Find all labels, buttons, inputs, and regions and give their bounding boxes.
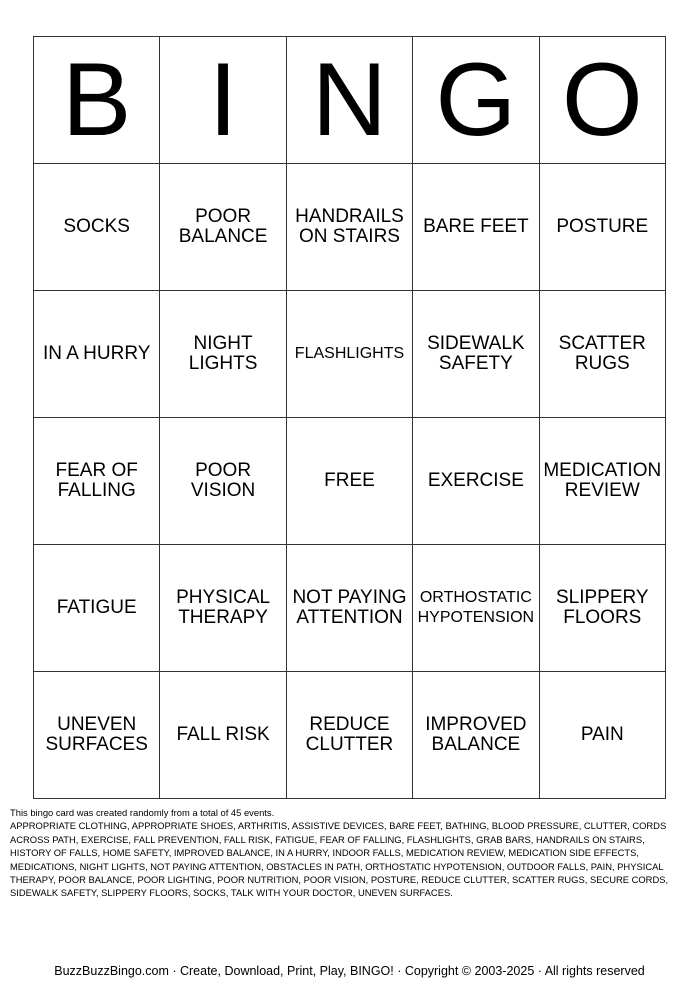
cell-line: IMPROVED xyxy=(425,714,527,735)
bingo-cell xyxy=(34,418,160,545)
cell-line: SURFACES xyxy=(45,734,148,755)
bingo-cell xyxy=(286,672,412,799)
header-letter-b: B xyxy=(34,37,160,164)
cell-line: EXERCISE xyxy=(427,470,524,491)
cell-line: POOR xyxy=(195,460,252,481)
cell-line: IN A HURRY xyxy=(43,343,151,364)
cell-line: RUGS xyxy=(574,353,630,374)
cell-line: ON STAIRS xyxy=(298,226,400,247)
cell-line: SCATTER xyxy=(558,333,646,354)
bingo-cell xyxy=(539,291,665,418)
header-row xyxy=(34,37,666,164)
cell-line: SAFETY xyxy=(438,353,513,374)
header-letter-g: G xyxy=(413,37,539,164)
cell-line: NOT PAYING xyxy=(292,587,407,608)
cell-line: FALL RISK xyxy=(176,724,270,745)
cell-line: REDUCE xyxy=(309,714,390,735)
cell-line: SOCKS xyxy=(63,216,130,237)
cell-line: PAIN xyxy=(580,724,624,745)
free-cell xyxy=(286,418,412,545)
cell-line: NIGHT xyxy=(193,333,253,354)
header-letter-n: N xyxy=(286,37,412,164)
grid-row xyxy=(34,164,666,291)
bingo-card xyxy=(33,36,666,799)
bingo-cell xyxy=(286,545,412,672)
bingo-cell xyxy=(160,418,286,545)
cell-line: ATTENTION xyxy=(296,607,403,628)
cell-line: BARE FEET xyxy=(423,216,529,237)
bingo-cell xyxy=(286,164,412,291)
cell-line: FLASHLIGHTS xyxy=(294,345,405,362)
bingo-cell xyxy=(539,545,665,672)
cell-line: FATIGUE xyxy=(56,597,137,618)
bingo-cell xyxy=(413,418,539,545)
bingo-cell xyxy=(539,418,665,545)
cell-line: PHYSICAL xyxy=(176,587,271,608)
grid-row xyxy=(34,291,666,418)
header-letter-i: I xyxy=(160,37,286,164)
footer-text: BuzzBuzzBingo.com · Create, Download, Print, Play, BINGO! · Copyright © 2003-2025 · All rights reserved xyxy=(54,964,645,978)
cell-line: SLIPPERY xyxy=(555,587,649,608)
cell-line: ORTHOSTATIC xyxy=(419,589,532,606)
cell-line: SIDEWALK xyxy=(427,333,525,354)
bingo-cell xyxy=(539,672,665,799)
cell-line: BALANCE xyxy=(431,734,521,755)
info-intro: This bingo card was created randomly from a total of 45 events. xyxy=(10,807,275,818)
bingo-cell xyxy=(160,545,286,672)
cell-line: POOR xyxy=(195,206,252,227)
grid-row xyxy=(34,545,666,672)
cell-line: VISION xyxy=(190,480,256,501)
grid-row xyxy=(34,418,666,545)
event-info xyxy=(10,806,682,900)
bingo-cell xyxy=(413,672,539,799)
cell-line: MEDICATION xyxy=(543,460,662,481)
bingo-cell xyxy=(160,164,286,291)
cell-line: BALANCE xyxy=(178,226,268,247)
cell-line: UNEVEN xyxy=(57,714,137,735)
bingo-cell xyxy=(539,164,665,291)
bingo-cell xyxy=(286,291,412,418)
cell-line: LIGHTS xyxy=(188,353,258,374)
cell-line: FALLING xyxy=(57,480,136,501)
cell-line: CLUTTER xyxy=(305,734,394,755)
cell-line: FEAR OF xyxy=(55,460,138,481)
cell-line: POSTURE xyxy=(556,216,649,237)
cell-line: FLOORS xyxy=(563,607,642,628)
bingo-cell xyxy=(34,164,160,291)
grid-row xyxy=(34,672,666,799)
bingo-cell xyxy=(34,672,160,799)
bingo-cell xyxy=(34,291,160,418)
header-letter-o: O xyxy=(539,37,665,164)
cell-line: HYPOTENSION xyxy=(417,609,535,626)
event-list: APPROPRIATE CLOTHING, APPROPRIATE SHOES, ARTHRITIS, ASSISTIVE DEVICES, BARE FEET, BATHING, BLOOD PRESSURE, CLUTTER, CORDS ACROSS PATH, EXERCISE, FALL PREVENTION, FALL RISK, FATIGUE, FEAR OF FALLING, FLASHLIGHTS, GRAB BARS, HANDRAILS ON STAIRS, HISTORY OF FALLS, HOME SAFETY, IMPROVED BALANCE, IN A HURRY, INDOOR FALLS, MEDICATION REVIEW, MEDICATION SIDE EFFECTS, MEDICATIONS, NIGHT LIGHTS, NOT PAYING ATTENTION, OBSTACLES IN PATH, ORTHOSTATIC HYPOTENSION, OUTDOOR FALLS, PAIN, PHYSICAL THERAPY, POOR BALANCE, POOR LIGHTING, POOR NUTRITION, POOR VISION, POSTURE, REDUCE CLUTTER, SCATTER RUGS, SECURE CORDS, SIDEWALK SAFETY, SLIPPERY FLOORS, SOCKS, TALK WITH YOUR DOCTOR, UNEVEN SURFACES. xyxy=(10,820,669,899)
bingo-cell xyxy=(160,291,286,418)
cell-line: HANDRAILS xyxy=(295,206,404,227)
cell-line: REVIEW xyxy=(564,480,640,501)
bingo-cell xyxy=(160,672,286,799)
bingo-cell xyxy=(413,545,539,672)
bingo-cell xyxy=(413,164,539,291)
cell-line: THERAPY xyxy=(178,607,268,628)
bingo-cell xyxy=(34,545,160,672)
cell-line: FREE xyxy=(324,470,375,491)
bingo-cell xyxy=(413,291,539,418)
